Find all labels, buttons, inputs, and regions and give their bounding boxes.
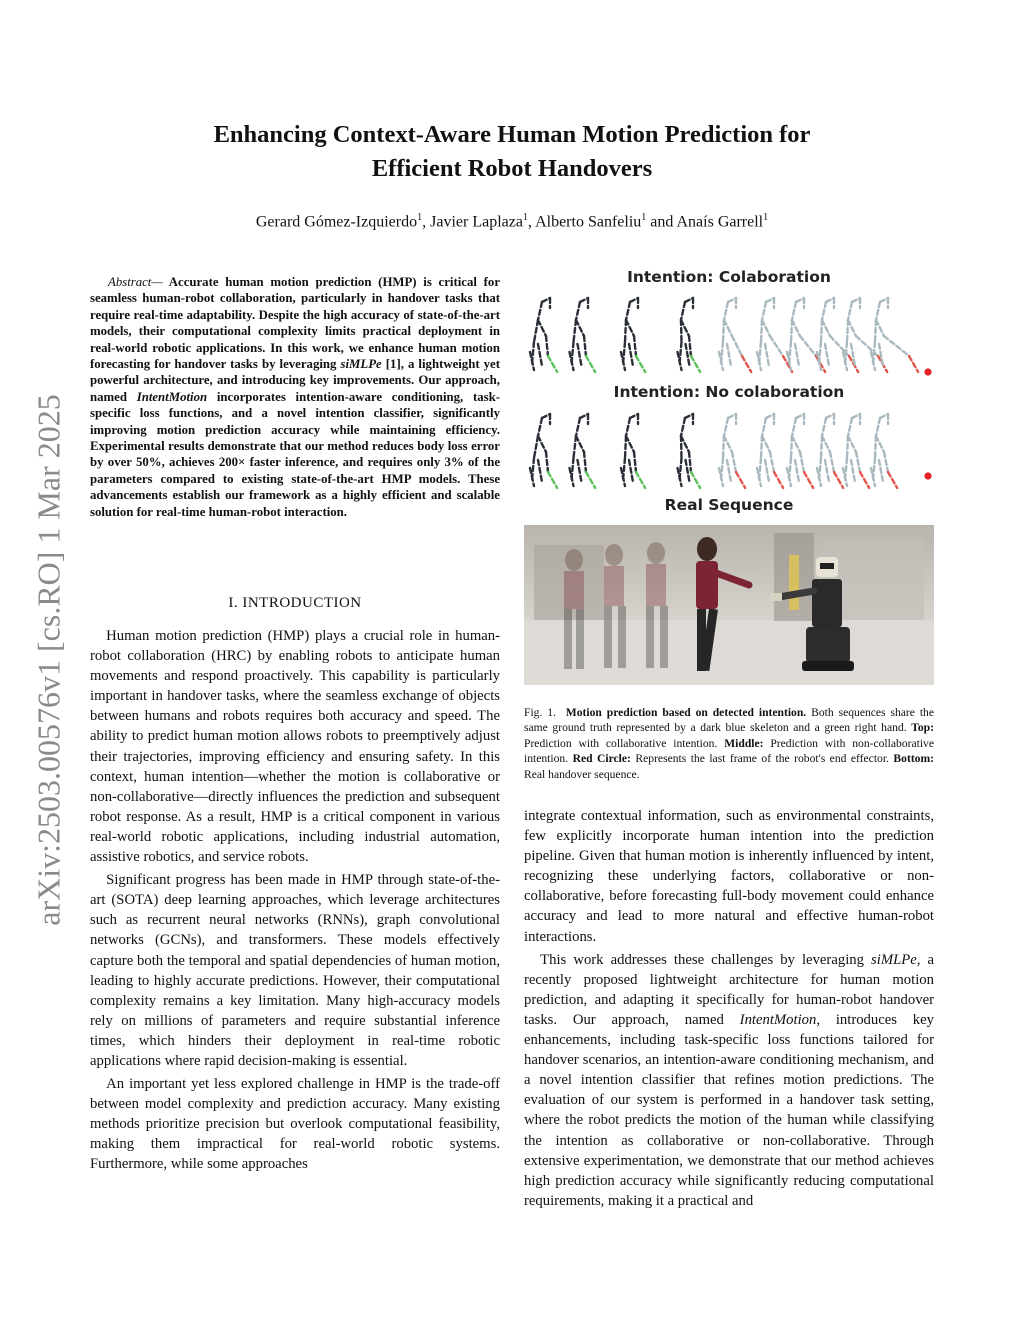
skeleton-sequence-no-collaboration (524, 408, 934, 503)
skeleton-head (542, 414, 550, 418)
skeleton-hand (691, 356, 700, 372)
skeleton-head (728, 414, 736, 418)
skeleton-hand (888, 472, 897, 488)
skeleton-torso (625, 320, 626, 342)
robot-end-effector-marker (924, 472, 931, 479)
skeleton-arm (822, 320, 830, 336)
skeleton-forearm (732, 336, 742, 356)
paragraph: Significant progress has been made in HMP through state-of-the-art (SOTA) deep learning approaches, which leverage architectures such as recurrent neural networks (RNNs), graph convolutional networks (GCNs), and transformers. These models effectively capture both the temporal and spatial dependencies of human motion, leading to highly accurate predictions. However, their computational complexity remains a key limitation. Many high-accuracy models rely on millions of parameters and require substantial inference times, which hinders their deployment in real-time robotic applications where rapid decision-making is essential. (90, 872, 500, 1069)
skeleton-forearm (689, 452, 691, 472)
skeleton-torso (791, 436, 792, 458)
skeleton-spine (576, 418, 580, 436)
paper-title (80, 118, 944, 186)
skeleton-leg (538, 460, 542, 482)
paragraph: Human motion prediction (HMP) plays a crucial role in human-robot collaboration (HRC) by enabling robots to anticipate human movements and respond proactively. This capability is particularly important in handover tasks, where the seamless exchange of objects between humans and robots requires both accuracy and speed. The ability to predict human motion allows robots to preemptively adjust their trajectories, improving efficiency and ensuring safety. In this context, human intention—whether the motion is collaborative or non-collaborative—directly influences the prediction and subsequent robot response. As a result, HMP is a critical component in various real-world robotic applications, including industrial automation, assistive robotics, and service robots. (90, 628, 500, 866)
skeleton-spine (681, 302, 685, 320)
skeleton-head (766, 414, 774, 418)
skeleton-hand (548, 356, 557, 372)
paragraph: An important yet less explored challenge in HMP is the trade-off between model complexity and prediction accuracy. Many existing methods prioritize precision but overlook computational feasibility, making them impractical for real-world robotic systems. Furthermore, while some approaches (90, 1076, 500, 1173)
skeleton-hand (586, 472, 595, 488)
skeleton-leg (795, 460, 799, 482)
skeleton-spine (626, 418, 630, 436)
skeleton-spine (792, 418, 796, 436)
author-1: Gerard Gómez-Izquierdo (255, 213, 418, 231)
author-4: Anaís Garrell (676, 213, 764, 231)
skeleton-leg (686, 460, 690, 482)
skeleton-forearm (732, 452, 736, 472)
skeleton-hand (548, 472, 557, 488)
skeleton-spine (576, 302, 580, 320)
skeleton-spine (848, 302, 852, 320)
skeleton-leg (765, 344, 769, 366)
skeleton-head (685, 298, 693, 302)
robot-end-effector-marker (924, 368, 931, 375)
skeleton-leg (727, 344, 731, 366)
skeleton-arm (792, 436, 800, 452)
skeleton-head (630, 414, 638, 418)
skeleton-leg (578, 460, 582, 482)
skeleton-head (685, 414, 693, 418)
skeleton-leg (629, 460, 633, 482)
skeleton-spine (724, 302, 728, 320)
skeleton-spine (626, 302, 630, 320)
skeleton-torso (574, 320, 577, 342)
skeleton-arm (762, 320, 770, 336)
skeleton-forearm (770, 452, 774, 472)
skeleton-arm (724, 436, 732, 452)
skeleton-hand (774, 472, 783, 488)
skeleton-arm (876, 320, 884, 336)
skeleton-leg (879, 460, 883, 482)
skeleton-torso (821, 436, 822, 458)
skeleton-forearm (584, 452, 586, 472)
skeleton-leg (825, 344, 829, 366)
skeleton-forearm (856, 452, 860, 472)
skeleton-head (630, 298, 638, 302)
skeleton-hand (586, 356, 595, 372)
skeleton-spine (876, 302, 880, 320)
skeleton-spine (762, 302, 766, 320)
figure-label-middle: Intention: No colaboration (613, 383, 845, 401)
skeleton-forearm (546, 336, 548, 356)
skeleton-leg (825, 460, 829, 482)
skeleton-arm (762, 436, 770, 452)
skeleton-leg (795, 344, 799, 366)
figure-caption: Fig. 1. Motion prediction based on detected intention. Both sequences share the same ground truth represented by a dark blue skeleton and a green right hand. Top: Prediction with collaborative intention. Middle: Prediction with non-collaborative intention. Red Circle: Represents the last frame of the robot's end effector. Bottom: Real handover sequence. (524, 706, 935, 781)
skeleton-forearm (634, 336, 636, 356)
skeleton-head (580, 298, 588, 302)
skeleton-hand (636, 356, 645, 372)
skeleton-hand (691, 472, 700, 488)
section-heading: I. INTRODUCTION (228, 595, 362, 611)
skeleton-arm (792, 320, 800, 336)
abstract-lead: Abstract— (108, 275, 163, 289)
left-column (90, 626, 500, 1175)
skeleton-forearm (770, 336, 783, 356)
figure-1 (524, 262, 934, 692)
skeleton-hand (742, 356, 751, 372)
skeleton-arm (822, 436, 830, 452)
skeleton-torso (574, 436, 577, 458)
skeleton-arm (576, 436, 584, 452)
real-sequence-photo (524, 525, 934, 685)
skeleton-leg (538, 344, 542, 366)
skeleton-forearm (830, 452, 834, 472)
skeleton-spine (538, 302, 542, 320)
skeleton-arm (538, 436, 546, 452)
skeleton-torso (847, 436, 848, 458)
skeleton-forearm (546, 452, 548, 472)
skeleton-torso (761, 320, 762, 342)
skeleton-leg (686, 344, 690, 366)
skeleton-torso (534, 436, 538, 458)
author-3: Alberto Sanfeliu (535, 213, 642, 231)
skeleton-spine (762, 418, 766, 436)
title-line-1: Enhancing Context-Aware Human Motion Prediction for (213, 121, 811, 148)
skeleton-forearm (800, 336, 816, 356)
skeleton-head (766, 298, 774, 302)
skeleton-arm (876, 436, 884, 452)
skeleton-forearm (584, 336, 586, 356)
skeleton-torso (875, 436, 876, 458)
skeleton-leg (727, 460, 731, 482)
skeleton-spine (848, 418, 852, 436)
author-2: Javier Laplaza (430, 213, 523, 231)
skeleton-hand (834, 472, 843, 488)
skeleton-spine (822, 418, 826, 436)
skeleton-torso (723, 320, 724, 342)
skeleton-hand (804, 472, 813, 488)
skeleton-leg (629, 344, 633, 366)
paragraph: integrate contextual information, such as environmental constraints, few explicitly incorporate human intention into the prediction pipeline. Given that human motion is inherently influenced by intent, recognizing these underlying factors, collaborative or non-collaborative, before forecasting full-body movement could enhance accuracy and lead to more natural and effective human-robot interactions. (524, 808, 934, 945)
skeleton-spine (681, 418, 685, 436)
skeleton-head (728, 298, 736, 302)
right-column (524, 806, 934, 1211)
skeleton-leg (851, 460, 855, 482)
skeleton-leg (765, 460, 769, 482)
skeleton-torso (847, 320, 848, 342)
skeleton-head (580, 414, 588, 418)
title-line-2: Efficient Robot Handovers (371, 155, 653, 182)
skeleton-forearm (884, 452, 888, 472)
skeleton-arm (626, 320, 634, 336)
skeleton-torso (625, 436, 626, 458)
skeleton-torso (821, 320, 822, 342)
handover-scene (524, 525, 934, 685)
skeleton-torso (723, 436, 724, 458)
skeleton-hand (636, 472, 645, 488)
skeleton-sequence-collaboration (524, 292, 934, 387)
figure-label-bottom: Real Sequence (664, 496, 794, 514)
skeleton-arm (724, 320, 732, 336)
skeleton-torso (791, 320, 792, 342)
author-list: Gerard Gómez-Izquierdo$^1$, Javier Laplaza$^1$, Alberto Sanfeliu$^1$ and Anaís Garrell$^1$ (255, 212, 769, 231)
skeleton-torso (875, 320, 876, 342)
paragraph: This work addresses these challenges by leveraging siMLPe, a recently proposed lightweight architecture for human motion prediction, and adapting it specifically for human-robot handover tasks. Our approach, named IntentMotion, introduces key enhancements, including task-specific loss functions tailored for handover scenarios, an intention-aware conditioning mechanism, and a novel intention classifier that refines motion predictions. The evaluation of our system is performed in a handover task setting, where the robot predicts the motion of the human while classifying the intention as collaborative or non-collaborative. Through extensive experimentation, we demonstrate that our method achieves high prediction accuracy while significantly reducing computational requirements, making it a practical and (524, 951, 934, 1209)
skeleton-torso (534, 320, 538, 342)
skeleton-arm (848, 436, 856, 452)
skeleton-forearm (634, 452, 636, 472)
skeleton-torso (761, 436, 762, 458)
skeleton-spine (724, 418, 728, 436)
skeleton-arm (538, 320, 546, 336)
abstract: Abstract— Accurate human motion prediction (HMP) is critical for seamless human-robot collaboration, particularly in handover tasks that require real-time adaptability. Despite the high accuracy of state-of-the-art models, their computational complexity limits practical deployment in real-world robotic applications. In this work, we enhance human motion forecasting for handover tasks by leveraging siMLPe [1], a lightweight yet powerful architecture, and introducing key improvements. Our approach, named IntentMotion incorporates intention-aware conditioning, task-specific loss functions, and a novel intention classifier, significantly improving motion prediction accuracy while maintaining efficiency. Experimental results demonstrate that our method reduces body loss error by over 50%, achieves 200× faster inference, and requires only 3% of the parameters compared to existing state-of-the-art HMP models. These advancements establish our framework as a highly efficient and scalable solution for real-time human-robot interaction. (90, 275, 501, 519)
skeleton-hand (860, 472, 869, 488)
skeleton-spine (538, 418, 542, 436)
skeleton-arm (626, 436, 634, 452)
skeleton-forearm (884, 336, 909, 356)
skeleton-spine (876, 418, 880, 436)
skeleton-hand (909, 356, 918, 372)
figure-label-top: Intention: Colaboration (627, 268, 831, 286)
skeleton-leg (578, 344, 582, 366)
skeleton-spine (792, 302, 796, 320)
skeleton-head (542, 298, 550, 302)
skeleton-forearm (800, 452, 804, 472)
skeleton-arm (848, 320, 856, 336)
skeleton-spine (822, 302, 826, 320)
skeleton-hand (736, 472, 745, 488)
skeleton-arm (576, 320, 584, 336)
skeleton-forearm (689, 336, 691, 356)
